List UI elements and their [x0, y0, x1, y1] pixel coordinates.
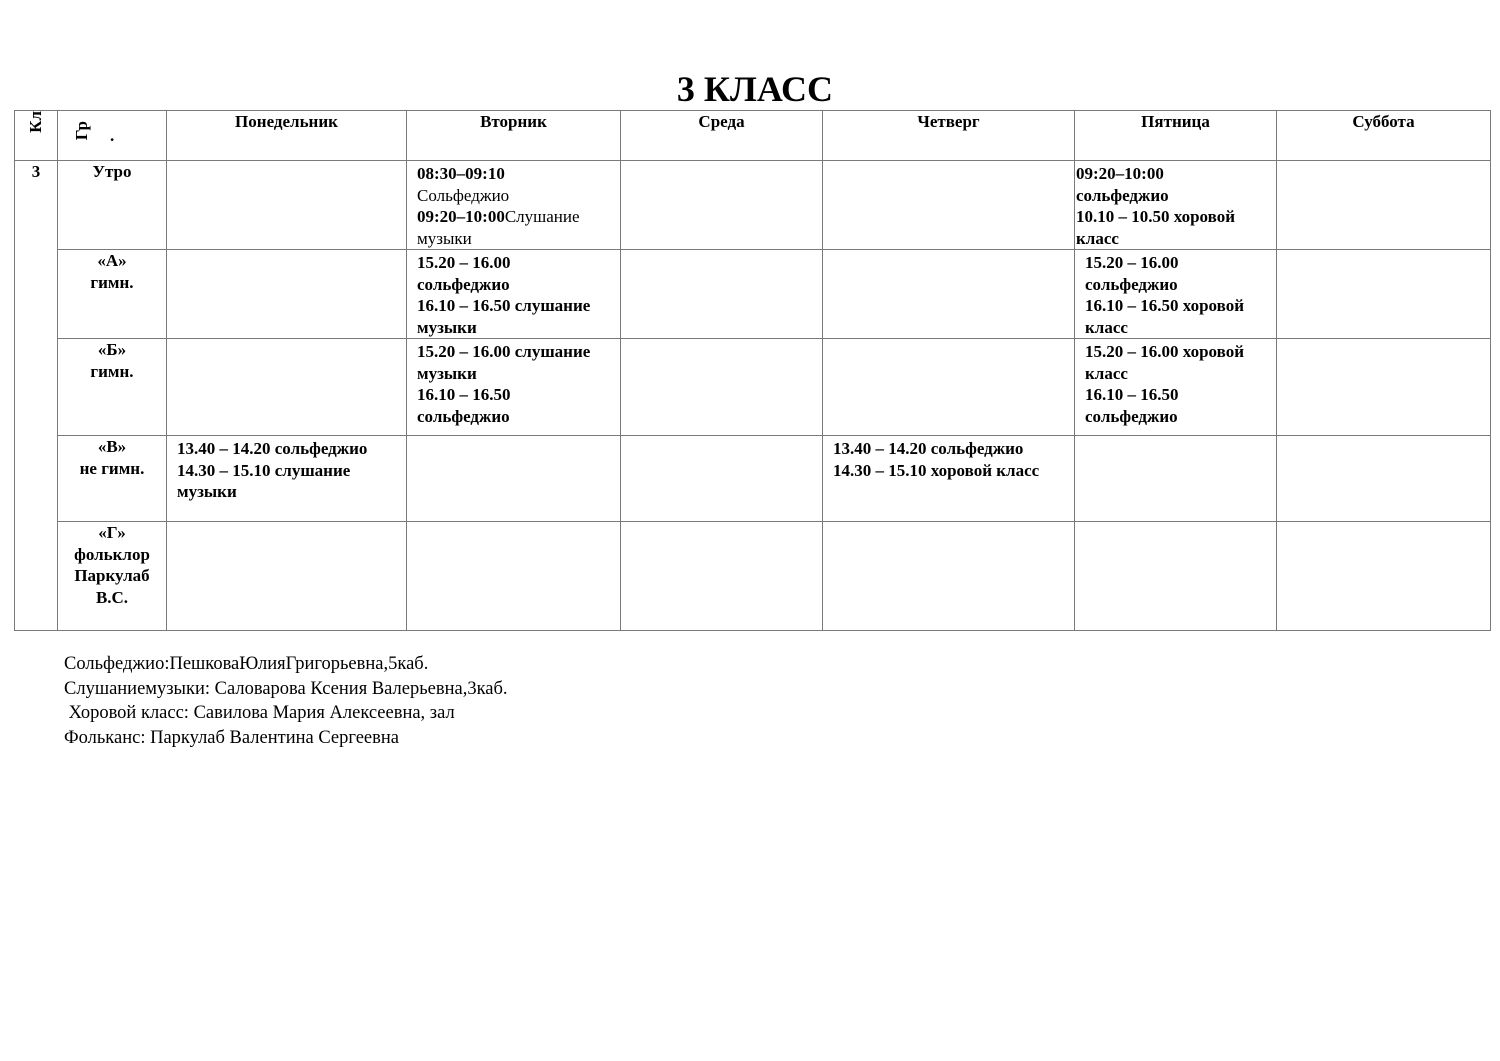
legend-line: Фольканс: Паркулаб Валентина Сергеевна — [64, 727, 399, 748]
header-saturday: Суббота — [1277, 111, 1491, 161]
legend-line: Слушаниемузыки: Саловарова Ксения Валерьевна,3каб. — [64, 678, 508, 699]
header-monday: Понедельник — [167, 111, 407, 161]
group-label: Утро — [58, 161, 167, 250]
cell-utro-mon — [167, 161, 407, 250]
cell-b-thu — [823, 339, 1075, 436]
header-wednesday: Среда — [621, 111, 823, 161]
cell-g-thu — [823, 522, 1075, 631]
cell-utro-thu — [823, 161, 1075, 250]
cell-utro-fri: 09:20–10:00 сольфеджио 10.10 – 10.50 хоровой класс — [1075, 161, 1277, 250]
header-friday: Пятница — [1075, 111, 1277, 161]
legend-line: Хоровой класс: Савилова Мария Алексеевна, зал — [64, 703, 455, 723]
table-row — [15, 161, 1491, 250]
cell-v-mon: 13.40 – 14.20 сольфеджио 14.30 – 15.10 слушание музыки — [167, 436, 407, 522]
cell-b-sat — [1277, 339, 1491, 436]
class-number: 3 — [15, 161, 58, 631]
header-class: Кл — [15, 111, 58, 161]
cell-v-thu: 13.40 – 14.20 сольфеджио 14.30 – 15.10 хоровой класс — [823, 436, 1075, 522]
table-row — [15, 436, 1491, 522]
cell-g-mon — [167, 522, 407, 631]
cell-b-tue: 15.20 – 16.00 слушание музыки 16.10 – 16.50 сольфеджио — [407, 339, 621, 436]
table-row — [15, 339, 1491, 436]
page-title: 3 КЛАСС — [676, 69, 834, 109]
cell-v-wed — [621, 436, 823, 522]
header-row — [15, 111, 1491, 161]
schedule-table — [14, 110, 1491, 631]
header-thursday: Четверг — [823, 111, 1075, 161]
cell-a-wed — [621, 250, 823, 339]
cell-a-mon — [167, 250, 407, 339]
group-label: «А» гимн. — [58, 250, 167, 339]
table-row — [15, 250, 1491, 339]
header-group: Гр . — [58, 111, 167, 161]
group-label: «В» не гимн. — [58, 436, 167, 522]
group-label: «Г» фольклор Паркулаб В.С. — [58, 522, 167, 631]
cell-utro-sat — [1277, 161, 1491, 250]
cell-b-mon — [167, 339, 407, 436]
cell-v-tue — [407, 436, 621, 522]
cell-b-wed — [621, 339, 823, 436]
cell-a-sat — [1277, 250, 1491, 339]
cell-a-fri: 15.20 – 16.00 сольфеджио 16.10 – 16.50 хоровой класс — [1075, 250, 1277, 339]
cell-a-tue: 15.20 – 16.00 сольфеджио 16.10 – 16.50 слушание музыки — [407, 250, 621, 339]
cell-g-sat — [1277, 522, 1491, 631]
table-row — [15, 522, 1491, 631]
cell-v-sat — [1277, 436, 1491, 522]
cell-g-tue — [407, 522, 621, 631]
cell-b-fri: 15.20 – 16.00 хоровой класс 16.10 – 16.50 сольфеджио — [1075, 339, 1277, 436]
teachers-legend — [64, 652, 508, 750]
cell-v-fri — [1075, 436, 1277, 522]
cell-a-thu — [823, 250, 1075, 339]
cell-utro-tue: 08:30–09:10 Сольфеджио 09:20–10:00Слушание музыки — [407, 161, 621, 250]
legend-line: Сольфеджио:ПешковаЮлияГригорьевна,5каб. — [64, 654, 429, 674]
header-tuesday: Вторник — [407, 111, 621, 161]
cell-utro-wed — [621, 161, 823, 250]
cell-g-fri — [1075, 522, 1277, 631]
cell-g-wed — [621, 522, 823, 631]
group-label: «Б» гимн. — [58, 339, 167, 436]
